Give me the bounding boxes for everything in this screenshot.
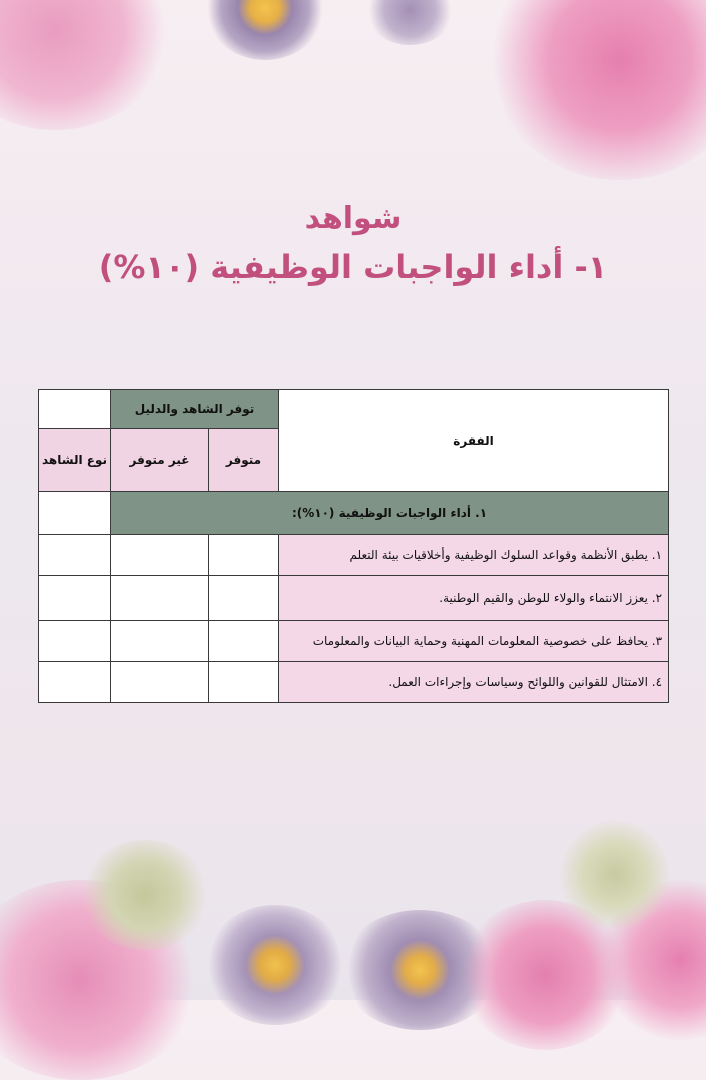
table-row (39, 621, 669, 662)
not-available-cell[interactable] (111, 662, 209, 703)
available-cell[interactable] (209, 576, 279, 621)
header-not-available: غير متوفر (111, 429, 209, 492)
header-available: متوفر (209, 429, 279, 492)
section-blank-cell (39, 492, 111, 535)
header-blank-cell (39, 390, 111, 429)
header-evidence-type: نوع الشاهد (39, 429, 111, 492)
evidence-type-cell[interactable] (39, 576, 111, 621)
table-row (39, 535, 669, 576)
flower-decoration-top-right-small (365, 0, 455, 45)
available-cell[interactable] (209, 621, 279, 662)
not-available-cell[interactable] (111, 535, 209, 576)
table-row (39, 662, 669, 703)
not-available-cell[interactable] (111, 576, 209, 621)
section-title-row: ١. أداء الواجبات الوظيفية (١٠%): (111, 492, 669, 535)
title-block (0, 198, 706, 290)
evidence-type-cell[interactable] (39, 662, 111, 703)
flower-decoration-bottom-center-left (205, 905, 345, 1025)
flower-decoration-bottom-left-leaves (80, 840, 210, 950)
page-subtitle: ١- أداء الواجبات الوظيفية (١٠%) (98, 248, 608, 286)
flower-decoration-bottom-right-leaves (560, 820, 670, 930)
table-row (39, 576, 669, 621)
header-evidence-availability: توفر الشاهد والدليل (111, 390, 279, 429)
header-paragraph: الفقرة (279, 390, 669, 492)
item-text: ١. يطبق الأنظمة وقواعد السلوك الوظيفية وأخلاقيات بيئة التعلم (279, 535, 669, 576)
evidence-type-cell[interactable] (39, 621, 111, 662)
page-title: شواهد (304, 201, 402, 236)
flower-decoration-top-center (205, 0, 325, 60)
available-cell[interactable] (209, 662, 279, 703)
not-available-cell[interactable] (111, 621, 209, 662)
flower-decoration-top-right (490, 0, 706, 180)
evidence-type-cell[interactable] (39, 535, 111, 576)
item-text: ٢. يعزز الانتماء والولاء للوطن والقيم الوطنية. (279, 576, 669, 621)
available-cell[interactable] (209, 535, 279, 576)
flower-decoration-top-left (0, 0, 170, 130)
item-text: ٣. يحافظ على خصوصية المعلومات المهنية وحماية البيانات والمعلومات (279, 621, 669, 662)
item-text: ٤. الامتثال للقوانين واللوائح وسياسات وإجراءات العمل. (279, 662, 669, 703)
evidence-table (38, 389, 669, 703)
